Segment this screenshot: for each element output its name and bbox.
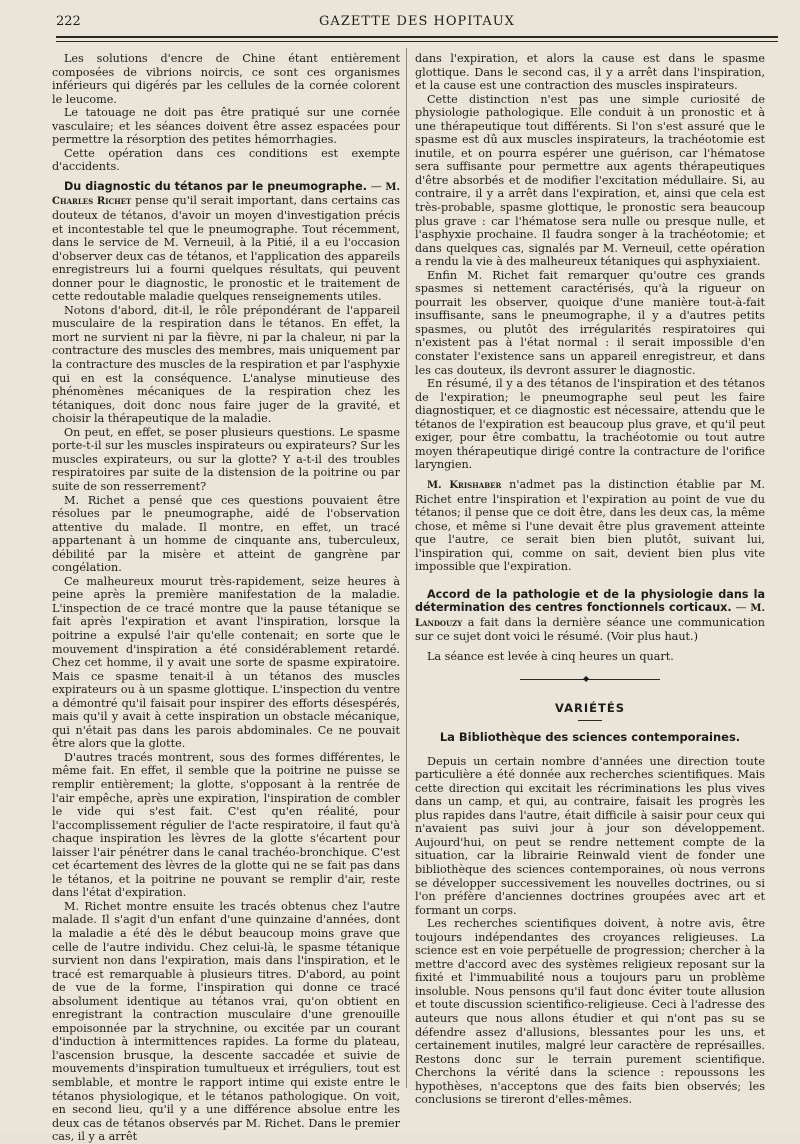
section-title-accord: Accord de la pathologie et de la physiologie dans la détermination des centres fonctionnels corticaux. (415, 587, 765, 615)
divider-ornament-icon: ◆ (583, 673, 590, 683)
krishaber-paragraph (415, 478, 765, 574)
accord-paragraph (415, 588, 765, 644)
header-rule-thick (56, 36, 778, 38)
section-title-tetanos: Du diagnostic du tétanos par le pneumographe. (64, 179, 367, 193)
article-title: La Bibliothèque des sciences contemporaines. (439, 730, 741, 745)
paragraph: Le tatouage ne doit pas être pratiqué sur une cornée vasculaire; et les séances doivent être assez espacées pour permettre la résorption des petites hémorrhagies. (52, 106, 400, 147)
paragraph: Enfin M. Richet fait remarquer qu'outre ces grands spasmes si nettement caractérisés, qu'à la rigueur on pourrait les observer, quoique d'une manière tout-à-fait insuffisante, sans le pneumographe, il y a d'autres petits spasmes, ou plutôt des irrégularités respiratoires qui n'existent pas à l'état normal : il serait impossible d'en constater l'existence sans un appareil enregistreur, et dans les cas douteux, ils devront assurer le diagnostic. (415, 268, 765, 377)
seance-closing: La séance est levée à cinq heures un quart. (427, 649, 674, 663)
paragraph: D'autres tracés montrent, sous des formes différentes, le même fait. En effet, il semble que la poitrine ne puisse se remplir entièrement; la glotte, s'opposant à la rentrée de l'air empêche, après une expiration, l'inspiration de combler le vide qui s'est fait. C'est qu'en réalité, pour l'accomplissement régulier de l'acte respiratoire, il faut qu'à chaque inspiration les lèvres de la glotte s'écartent pour laisser l'air pénétrer dans le canal trachéo-bronchique. C'est cet écartement des lèvres de la glotte qui ne se fait pas dans le tétanos, et la poitrine ne pouvant se remplir d'air, reste dans l'état d'expiration. (52, 750, 400, 900)
author-richet: M. Charles Richet (52, 181, 400, 208)
ornamental-divider (415, 674, 765, 684)
paragraph: M. Richet montre ensuite les tracés obtenus chez l'autre malade. Il s'agit d'un enfant d'une quinzaine d'années, dont la maladie a été dès le début beaucoup moins grave que celle de l'autre individu. Chez celui-là, le spasme tétanique survient non dans l'expiration, mais dans l'inspiration, et le tracé est remarquable à plusieurs titres. D'abord, au point de vue de la forme, l'inspiration qui donne ce tracé absolument identique au tétanos vrai, qu'on obtient en enregistrant la contraction musculaire d'une grenouille empoisonnée par la strychnine, ou excitée par un courant d'induction à intermittences rapides. La forme du plateau, l'ascension brusque, la descente saccadée et suivie de mouvements d'inspiration tumultueux et irréguliers, tout est semblable, et montre le rapport intime qui existe entre le tétanos physiologique, et le tétanos pathologique. On voit, en second lieu, qu'il y a une différence absolue entre les deux cas de tétanos observés par M. Richet. Dans le premier cas, il y a arrêt (52, 899, 400, 1144)
section-heading-varietes: VARIÉTÉS (555, 700, 625, 715)
divider-line (520, 679, 660, 680)
short-rule (578, 720, 602, 721)
dash: — (731, 601, 751, 615)
page-header (56, 14, 778, 36)
running-title: GAZETTE DES HOPITAUX (319, 14, 515, 29)
paragraph: En résumé, il y a des tétanos de l'inspiration et des tétanos de l'expiration; le pneumographe seul peut les faire diagnostiquer, et ce diagnostic est nécessaire, attendu que le tétanos de l'expiration est beaucoup plus grave, et qu'il peut exiger, pour être combattu, la trachéotomie ou tout autre moyen thérapeutique dirigé contre la contracture de l'orifice laryngien. (415, 377, 765, 472)
paragraph: M. Richet a pensé que ces questions pouvaient être résolues par le pneumographe, aidé de l'observation attentive du malade. Il montre, en effet, un tracé appartenant à un homme de cinquante ans, tuberculeux, débilité par la misère et atteint de gangrène par congélation. (52, 493, 400, 575)
paragraph-text: a fait dans la dernière séance une communication sur ce sujet dont voici le résumé. (Voir plus haut.) (415, 615, 765, 644)
paragraph: Cette opération dans ces conditions est exempte d'accidents. (52, 146, 400, 174)
paragraph-text: pense qu'il serait important, dans certains cas douteux de tétanos, d'avoir un moyen d'investigation précis et incontestable tel que le pneumographe. Tout récemment, dans le service de M. Verneuil, à la Pitié, il a eu l'occasion d'observer deux cas de tétanos, et l'application des appareils enregistreurs lui a fourni quelques résultats, qui peuvent donner pour le diagnostic, le pronostic et le traitement de cette redoutable maladie quelques renseignements utiles. (52, 194, 400, 304)
paragraph: Depuis un certain nombre d'années une direction toute particulière a été donnée aux recherches scientifiques. Mais cette direction qui excitait les récriminations les plus vives dans un camp, et qui, au contraire, faisait les progrès les plus rapides dans l'autre, était difficile à saisir pour ceux qui n'avaient pas suivi jour à jour son développement. Aujourd'hui, on peut se rendre nettement compte de la situation, car la librairie Reinwald vient de fonder une bibliothèque des sciences contemporaines, où nous verrons se développer successivement les nouvelles doctrines, ou si l'on préfère d'anciennes doctrines groupées avec art et formant un corps. (415, 754, 765, 917)
column-divider (406, 48, 407, 1088)
author-landouzy: M. Landouzy (415, 603, 765, 629)
paragraph: dans l'expiration, et alors la cause est dans le spasme glottique. Dans le second cas, il y a arrêt dans l'inspiration, et la cause est une contraction des muscles inspirateurs. (415, 52, 765, 93)
page-number: 222 (56, 14, 81, 29)
tetanos-intro (52, 180, 400, 304)
left-column (52, 52, 400, 1144)
paragraph: Ce malheureux mourut très-rapidement, seize heures à peine après la première manifestation de la maladie. L'inspection de ce tracé montre que la pause tétanique se fait après l'expiration et avant l'inspiration, lorsque la poitrine a expulsé l'air qu'elle contenait; en sorte que le mouvement d'inspiration a été considérablement retardé. Chez cet homme, il y avait une sorte de spasme expiratoire. Mais ce spasme tenait-il à un tétanos des muscles expirateurs ou à un spasme glottique. L'inspection du ventre a démontré qu'il faisait pour inspirer des efforts désespérés, mais qu'il y avait à cette inspiration un obstacle mécanique, qui n'était pas dans les parois abdominales. Ce ne pouvait être alors que la glotte. (52, 574, 400, 751)
paragraph: Notons d'abord, dit-il, le rôle prépondérant de l'appareil musculaire de la respiration dans le tétanos. En effet, la mort ne survient ni par la fièvre, ni par la chaleur, ni par la contracture des muscles des membres, mais uniquement par la contracture des muscles de la respiration et par l'asphyxie qui en est la conséquence. L'analyse minutieuse des phénomènes mécaniques de la respiration chez les tétaniques, doit donc nous faire juger de la gravité, et choisir la thérapeutique de la maladie. (52, 303, 400, 426)
paragraph: On peut, en effet, se poser plusieurs questions. Le spasme porte-t-il sur les muscles inspirateurs ou expirateurs? Sur les muscles expirateurs, ou sur la glotte? Y a-t-il des troubles respiratoires par suite de la distension de la poitrine ou par suite de son resserrement? (52, 425, 400, 493)
paragraph: Cette distinction n'est pas une simple curiosité de physiologie pathologique. Elle conduit à un pronostic et à une thérapeutique tout différents. Si l'on s'est assuré que le spasme est dû aux muscles inspirateurs, la trachéotomie est inutile, et on pourra espérer une guérison, car l'hématose sera suffisante pour permettre aux agents thérapeutiques d'être absorbés et de modifier l'excitation médullaire. Si, au contraire, il y a arrêt dans l'expiration, et, ainsi que cela est très-probable, spasme glottique, le pronostic sera beaucoup plus grave : car l'hématose sera nulle ou presque nulle, et l'asphyxie prochaine. Il faudra songer à la trachéotomie; et dans quelques cas, signalés par M. Verneuil, cette opération a rendu la vie à des malheureux tétaniques qui asphyxiaient. (415, 92, 765, 269)
paragraph: Les recherches scientifiques doivent, à notre avis, être toujours indépendantes des croyances religieuses. La science est en voie perpétuelle de progression; chercher à la mettre d'accord avec des systèmes religieux reposant sur la fixité et l'immuabilité nous a toujours paru un problème insoluble. Nous pensons qu'il faut donc éviter toute allusion et toute discussion scientifico-religieuse. Ceci à l'adresse des auteurs que nous allons étudier et qui n'ont pas su se défendre assez d'allusions, blessantes pour les uns, et certainement inutiles, malgré leur caractère de représailles. Restons donc sur le terrain purement scientifique. Cherchons la vérité dans la science : repoussons les hypothèses, n'acceptons que des faits bien observés; les conclusions se tireront d'elles-mêmes. (415, 917, 765, 1107)
paragraph-text: n'admet pas la distinction établie par M. Richet entre l'inspiration et l'expiration au point de vue du tétanos; il pense que ce doit être, dans les deux cas, la même chose, et même si l'une devait être plus gravement atteinte que l'autre, ce serait bien bien plutôt, suivant lui, l'inspiration qui, comme on sait, devient bien plus vite impossible que l'expiration. (415, 477, 765, 574)
header-rule-thin (56, 41, 778, 42)
author-krishaber: M. Krishaber (427, 479, 502, 491)
paragraph: Les solutions d'encre de Chine étant entièrement composées de vibrions noircis, ce sont ces organismes inférieurs qui digérés par les cellules de la cornée colorent le leucome. (52, 52, 400, 106)
right-column (415, 52, 765, 1107)
dash: — (366, 179, 386, 193)
